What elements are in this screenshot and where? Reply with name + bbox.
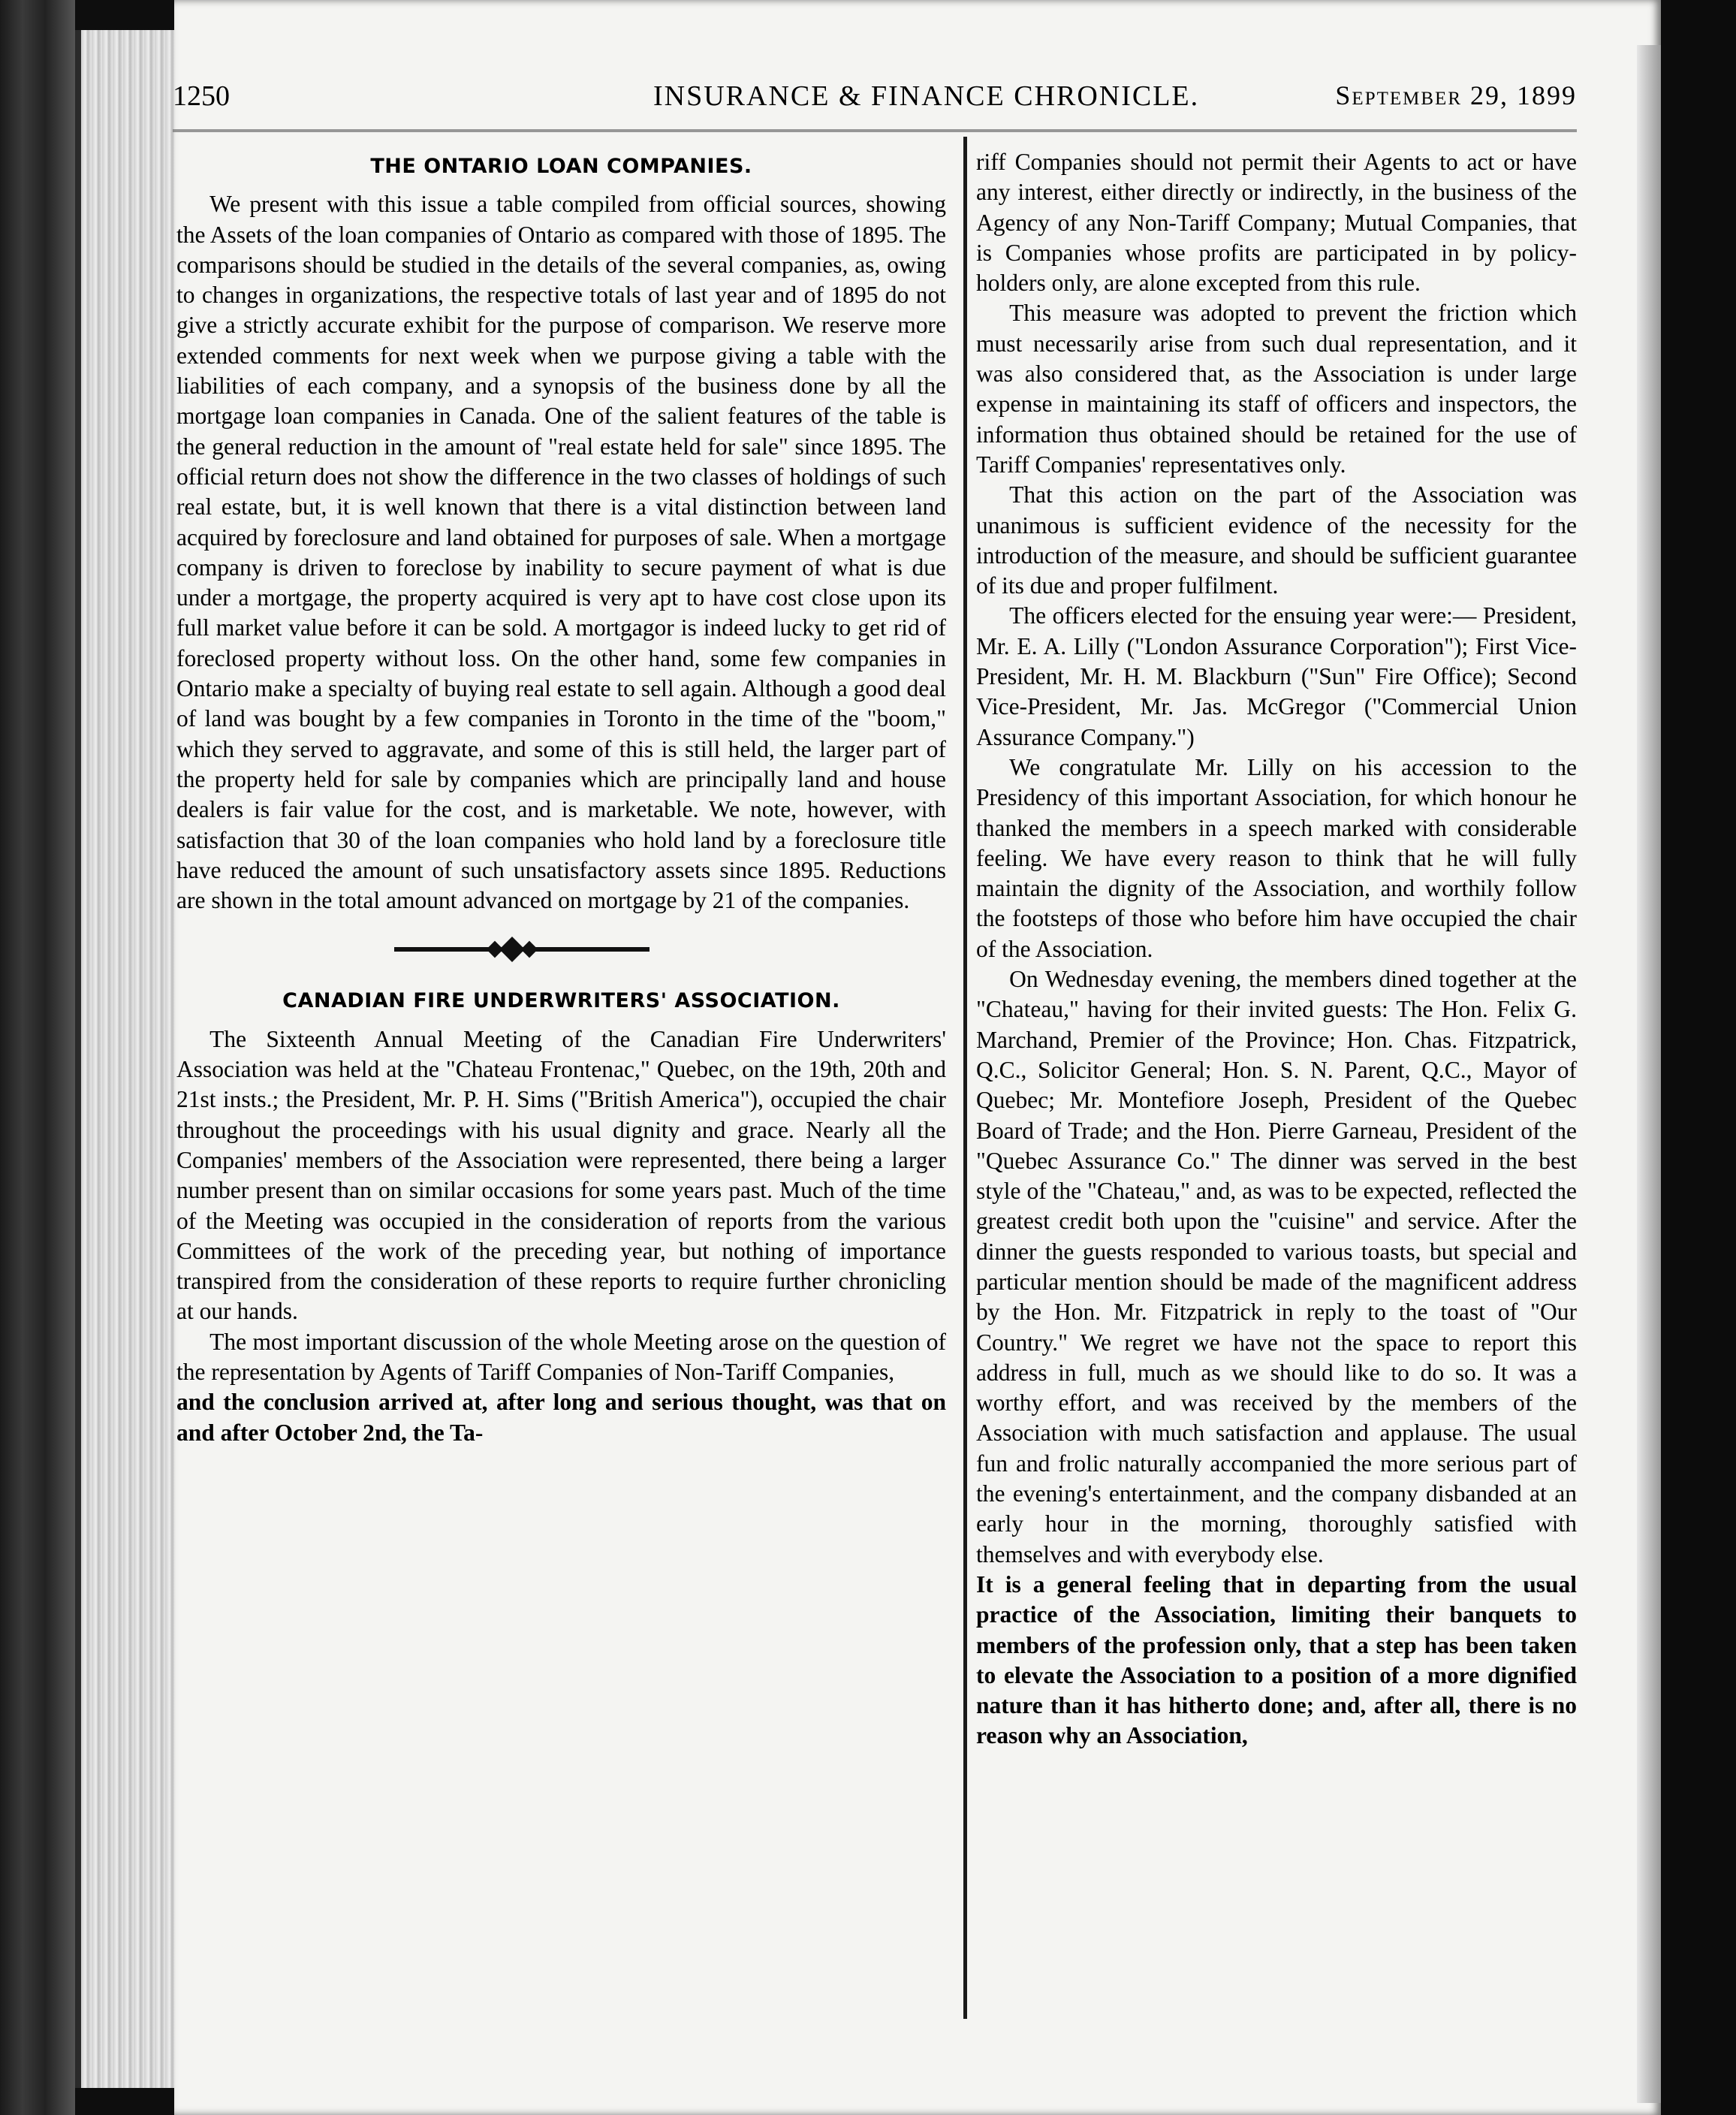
article-paragraph: That this action on the part of the Association was unanimous is sufficient evidence of the necessity for the introduction of the measure, and should be sufficient guarantee of its due and proper fulfilment.	[976, 481, 1577, 599]
article-paragraph: We congratulate Mr. Lilly on his accession to the Presidency of this important Association, for which honour he thanked the members in a speech marked with considerable feeling. We have every reason to think that he will fully maintain the dignity of the Association, and worthily follow the footsteps of those who before him have occupied the chair of the Association.	[976, 753, 1577, 962]
running-header	[173, 69, 1577, 114]
article-paragraph-bold: and the conclusion arrived at, after long and serious thought, was that on and after October 2nd, the Ta-	[176, 1389, 946, 1446]
issue-date: September 29, 1899	[1335, 80, 1577, 110]
book-spine	[0, 0, 75, 2115]
right-column	[976, 147, 1577, 1751]
article-paragraph: riff Companies should not permit their Agents to act or have any interest, either directly or indirectly, in the business of the Agency of any Non-Tariff Company; Mutual Companies, that is Companies whose profits are participated in by policy-holders only, are alone excepted from this rule.	[976, 149, 1577, 297]
article-heading-ontario-loan: THE ONTARIO LOAN COMPANIES.	[370, 155, 752, 178]
left-column	[176, 147, 946, 1448]
article-paragraph: This measure was adopted to prevent the friction which must necessarily arise from such dual representation, and it was also considered that, as the Association is under large expense in maintaining its staff of officers and inspectors, the information thus obtained should be retained for the use of Tariff Companies' representatives only.	[976, 300, 1577, 478]
article-paragraph: On Wednesday evening, the members dined together at the "Chateau," having for their invited guests: The Hon. Felix G. Marchand, Premier of the Province; Hon. Chas. Fitzpatrick, Q.C., Solicitor General; Hon. S. N. Parent, Q.C., Mayor of Quebec; Mr. Montefiore Joseph, President of the Quebec Board of Trade; and the Hon. Pierre Garneau, President of the "Quebec Assurance Co." The dinner was served in the best style of the "Chateau," and, as was to be expected, reflected the greatest credit both upon the "cuisine" and service. After the dinner the guests responded to various toasts, but special and particular mention should be made of the magnificent address by the Hon. Mr. Fitzpatrick in reply to the toast of "Our Country." We regret we have not the space to report this address in full, much as we should like to do so. It was a worthy effort, and was received by the members of the Association with much satisfaction and applause. The usual fun and frolic naturally accompanied the more serious part of the evening's entertainment, and the company disbanded at an early hour in the morning, thoroughly satisfied with themselves and with everybody else.	[976, 966, 1577, 1567]
publication-title: INSURANCE & FINANCE CHRONICLE.	[653, 80, 1200, 112]
article-paragraph: The Sixteenth Annual Meeting of the Canadian Fire Underwriters' Association was held at the "Chateau Frontenac," Quebec, on the 19th, 20th and 21st insts.; the President, Mr. P. H. Sims ("British America"), occupied the chair throughout the proceedings with his usual dignity and grace. Nearly all the Companies' members of the Association were represented, there being a larger number present than on similar occasions for some years past. Much of the time of the Meeting was occupied in the consideration of reports from the various Committees of the work of the preceding year, but nothing of importance transpired from the consideration of these reports to require further chronicling at our hands.	[176, 1025, 946, 1325]
background-right	[1661, 0, 1736, 2115]
article-paragraph: The officers elected for the ensuing year were:— President, Mr. E. A. Lilly ("London Assurance Corporation"); First Vice-President, Mr. H. M. Blackburn ("Sun" Fire Office); Second Vice-President, Mr. Jas. McGregor ("Commercial Union Assurance Company.")	[976, 602, 1577, 750]
page-number: 1250	[173, 80, 230, 112]
section-divider-ornament	[176, 934, 946, 967]
header-rule	[173, 129, 1577, 132]
facing-page-edge	[1637, 45, 1661, 2103]
article-heading-fire-underwriters: CANADIAN FIRE UNDERWRITERS' ASSOCIATION.	[282, 989, 840, 1013]
article-paragraph: We present with this issue a table compiled from official sources, showing the Assets of the loan companies of Ontario as compared with those of 1895. The comparisons should be studied in the details of the several companies, as, owing to changes in organizations, the respective totals of last year and of 1895 do not give a strictly accurate exhibit for the purpose of comparison. We reserve more extended comments for next week when we purpose giving a table with the liabilities of each company, and a synopsis of the business done by all the mortgage loan companies in Canada. One of the salient features of the table is the general reduction in the amount of "real estate held for sale" since 1895. The official return does not show the difference in the two classes of holdings of such real estate, but, it is well known that there is a vital distinction between land acquired by foreclosure and land obtained for purposes of sale. When a mortgage company is driven to foreclose by inability to secure payment of what is due under a mortgage, the property acquired is very apt to have cost close upon its full market value before it can be sold. A mortgagor is indeed lucky to get rid of foreclosed property without loss. On the other hand, some few companies in Ontario make a specialty of buying real estate to sell again. Although a good deal of land was bought by a few companies in Toronto in the time of the "boom," which they served to aggravate, and some of this is still held, the larger part of the property held for sale by companies which are principally land and house dealers is fair value for the cost, and is marketable. We note, however, with satisfaction that 30 of the loan companies who hold land by a foreclosure title have reduced the amount of such unsatisfactory assets since 1895. Reductions are shown in the total amount advanced on mortgage by 21 of the companies.	[176, 191, 946, 914]
article-paragraph-bold: It is a general feeling that in departing from the usual practice of the Association, limiting their banquets to members of the profession only, that a step has been taken to elevate the Association to a position of a more dignified nature than it has hitherto done; and, after all, there is no reason why an Association,	[976, 1570, 1577, 1749]
article-paragraph: The most important discussion of the whole Meeting arose on the question of the representation by Agents of Tariff Companies of Non-Tariff Companies,	[176, 1328, 946, 1385]
column-rule	[963, 137, 967, 2019]
